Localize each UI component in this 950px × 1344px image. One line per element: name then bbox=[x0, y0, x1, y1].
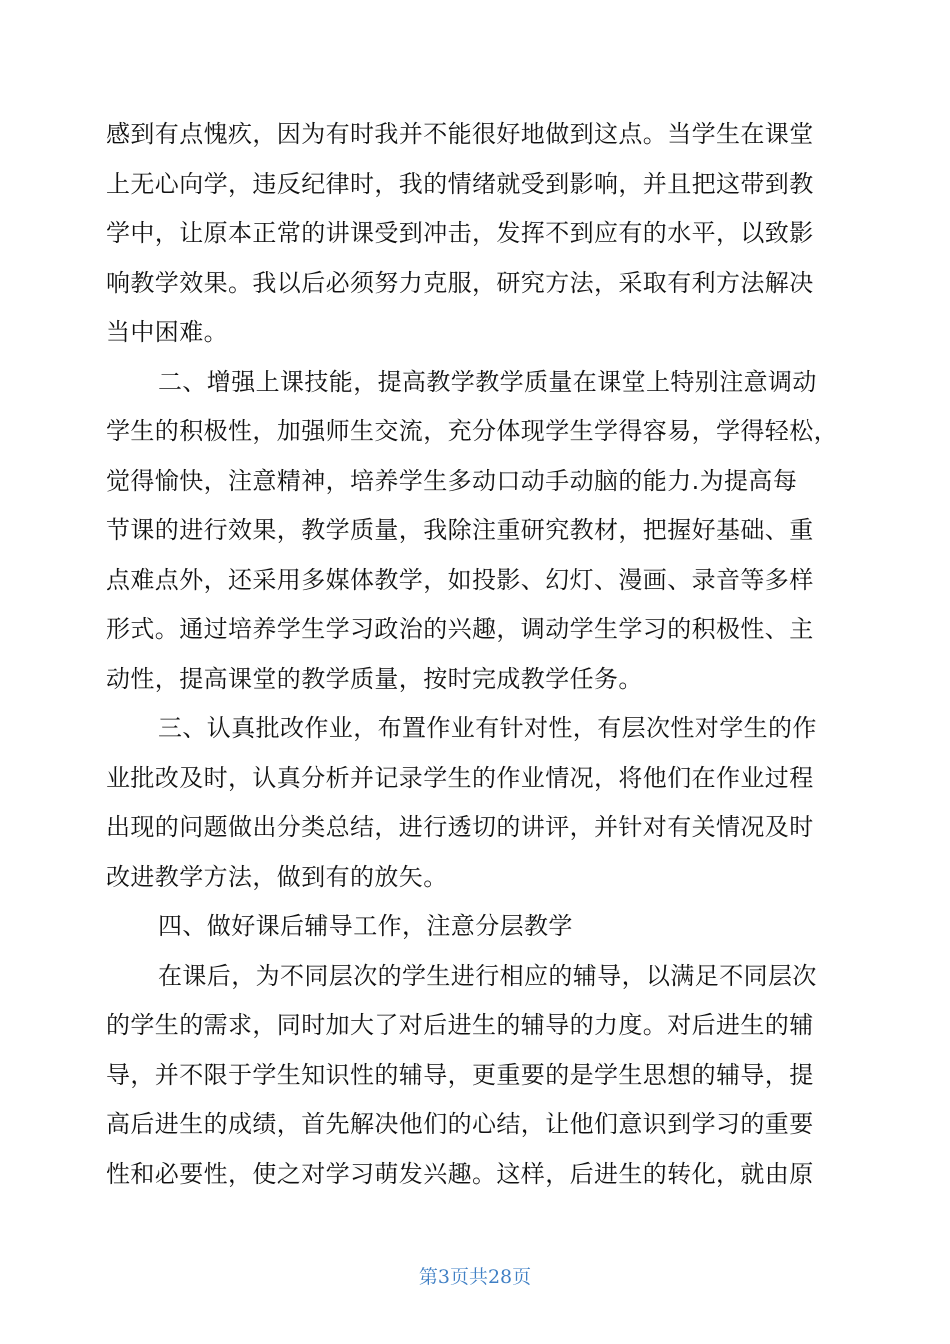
text-line: 感到有点愧疚，因为有时我并不能很好地做到这点。当学生在课堂 bbox=[106, 120, 814, 148]
text-line: 动性，提高课堂的教学质量，按时完成教学任务。 bbox=[106, 664, 643, 693]
text-line: 性和必要性，使之对学习萌发兴趣。这样，后进生的转化，就由原 bbox=[106, 1159, 814, 1188]
text-line: 三、认真批改作业，布置作业有针对性，有层次性对学生的作 bbox=[158, 714, 817, 742]
document-body bbox=[106, 110, 836, 1199]
text-line: 上无心向学，违反纪律时，我的情绪就受到影响，并且把这带到教 bbox=[106, 169, 814, 198]
text-line: 四、做好课后辅导工作，注意分层教学 bbox=[158, 912, 573, 940]
text-line: 形式。通过培养学生学习政治的兴趣，调动学生学习的积极性、主 bbox=[106, 615, 814, 643]
text-line: 学中，让原本正常的讲课受到冲击，发挥不到应有的水平，以致影 bbox=[106, 219, 814, 247]
text-line: 学生的积极性，加强师生交流，充分体现学生学得容易，学得轻松， bbox=[106, 417, 838, 445]
text-line: 响教学效果。我以后必须努力克服，研究方法，采取有利方法解决 bbox=[106, 268, 814, 297]
text-line: 导，并不限于学生知识性的辅导，更重要的是学生思想的辅导，提 bbox=[106, 1060, 814, 1089]
text-line: 的学生的需求，同时加大了对后进生的辅导的力度。对后进生的辅 bbox=[106, 1011, 814, 1039]
text-line: 点难点外，还采用多媒体教学，如投影、幻灯、漫画、录音等多样 bbox=[106, 565, 814, 594]
text-line: 二、增强上课技能，提高教学教学质量在课堂上特别注意调动 bbox=[158, 367, 817, 396]
page-number-footer: 第3页共28页 bbox=[418, 1266, 532, 1288]
text-line: 高后进生的成绩，首先解决他们的心结，让他们意识到学习的重要 bbox=[106, 1110, 814, 1138]
text-line: 节课的进行效果，教学质量，我除注重研究教材，把握好基础、重 bbox=[106, 516, 814, 544]
text-line: 改进教学方法，做到有的放矢。 bbox=[106, 862, 448, 891]
text-line: 业批改及时，认真分析并记录学生的作业情况，将他们在作业过程 bbox=[106, 763, 814, 792]
text-line: 觉得愉快，注意精神，培养学生多动口动手动脑的能力.为提高每 bbox=[106, 466, 798, 495]
text-line: 当中困难。 bbox=[106, 318, 228, 346]
text-line: 出现的问题做出分类总结，进行透切的讲评，并针对有关情况及时 bbox=[106, 813, 814, 841]
text-line: 在课后，为不同层次的学生进行相应的辅导，以满足不同层次 bbox=[158, 961, 817, 990]
